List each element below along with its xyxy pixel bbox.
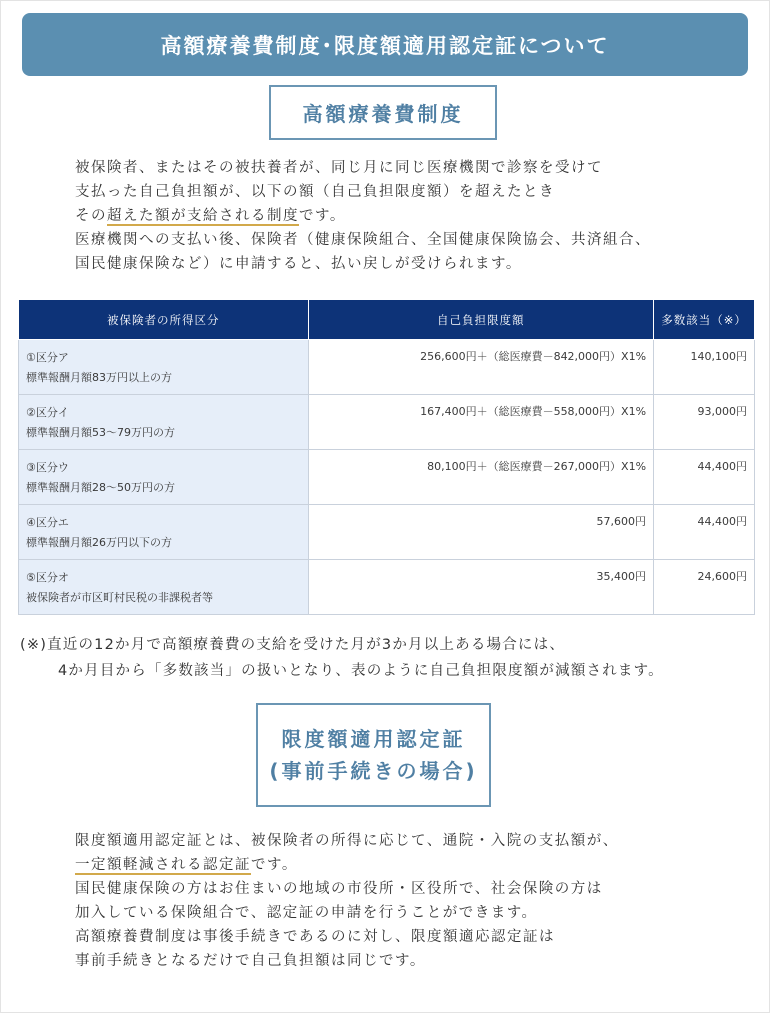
line-text: 加入している保険組合で、認定証の申請を行うことができます。 [75,905,538,921]
header-limit: 自己負担限度額 [308,300,654,340]
table-header-row [19,300,755,340]
line-text: 事前手続きとなるだけで自己負担額は同じです。 [75,953,426,969]
category-cell [19,505,309,560]
line-text: 国民健康保険など）に申請すると、払い戻しが受けられます。 [75,256,522,272]
text-line [75,252,651,276]
section-title-limit-certificate [256,703,491,807]
text-line [75,829,619,853]
section-title-high-cost [269,85,497,140]
text-line [75,949,619,973]
category-label: ③区分ウ [26,461,69,474]
many-cell: 93,000円 [654,395,755,450]
category-cell [19,450,309,505]
line-text: 被保険者、またはその被扶養者が、同じ月に同じ医療機関で診察を受けて [75,160,603,176]
footnote [20,632,664,684]
text-line [75,228,651,252]
category-label: ⑤区分オ [26,571,69,584]
text-line [75,925,619,949]
category-cell [19,340,309,395]
income-label: 標準報酬月額26万円以下の方 [26,536,172,549]
line-text: 限度額適用認定証とは、被保険者の所得に応じて、通院・入院の支払額が、 [75,833,619,849]
limit-cell: 35,400円 [308,560,654,615]
income-label: 被保険者が市区町村民税の非課税者等 [26,591,213,604]
line-text: 支払った自己負担額が、以下の額（自己負担限度額）を超えたとき [75,184,555,200]
text-line [75,901,619,925]
line-text: 国民健康保険の方はお住まいの地域の市役所・区役所で、社会保険の方は [75,881,603,897]
section-subtitle-text: (事前手続きの場合) [269,759,478,783]
underlined-emphasis: 超えた額が支給される制度 [107,208,299,224]
category-label: ④区分エ [26,516,69,529]
category-label: ②区分イ [26,406,69,419]
table-row [19,505,755,560]
table-row [19,340,755,395]
table-row [19,560,755,615]
many-cell: 44,400円 [654,450,755,505]
underlined-emphasis: 一定額軽減される認定証 [75,857,251,873]
many-cell: 140,100円 [654,340,755,395]
text-line [75,853,619,877]
text-line [75,156,651,180]
income-label: 標準報酬月額53～79万円の方 [26,426,175,439]
limit-cell: 80,100円＋（総医療費－267,000円）X1% [308,450,654,505]
header-many: 多数該当（※） [654,300,755,340]
income-label: 標準報酬月額28～50万円の方 [26,481,175,494]
text-line [75,877,619,901]
text-line [75,204,651,228]
fee-table [18,299,755,615]
footnote-line: 4か月目から「多数該当」の扱いとなり、表のように自己負担限度額が減額されます。 [58,663,664,679]
line-text: その [75,208,107,224]
many-cell: 44,400円 [654,505,755,560]
limit-cell: 57,600円 [308,505,654,560]
section-title-text: 限度額適用認定証 [281,727,466,751]
many-cell: 24,600円 [654,560,755,615]
line-text: 高額療養費制度は事後手続きであるのに対し、限度額適応認定証は [75,929,555,945]
category-cell [19,395,309,450]
limit-cell: 256,600円＋（総医療費－842,000円）X1% [308,340,654,395]
certificate-description [75,829,619,973]
table-row [19,395,755,450]
line-text: 医療機関への支払い後、保険者（健康保険組合、全国健康保険協会、共済組合、 [75,232,651,248]
header-income-category: 被保険者の所得区分 [19,300,309,340]
page-title: 高額療養費制度･限度額適用認定証について [160,33,610,58]
line-text: です。 [299,208,346,224]
limit-cell: 167,400円＋（総医療費－558,000円）X1% [308,395,654,450]
section-title-text: 高額療養費制度 [302,102,464,126]
category-label: ①区分ア [26,351,69,364]
header-banner [22,13,748,76]
category-cell [19,560,309,615]
high-cost-description [75,156,651,276]
table-row [19,450,755,505]
text-line [75,180,651,204]
footnote-line: (※)直近の12か月で高額療養費の支給を受けた月が3か月以上ある場合には、 [20,637,566,653]
line-text: です。 [251,857,298,873]
income-label: 標準報酬月額83万円以上の方 [26,371,172,384]
